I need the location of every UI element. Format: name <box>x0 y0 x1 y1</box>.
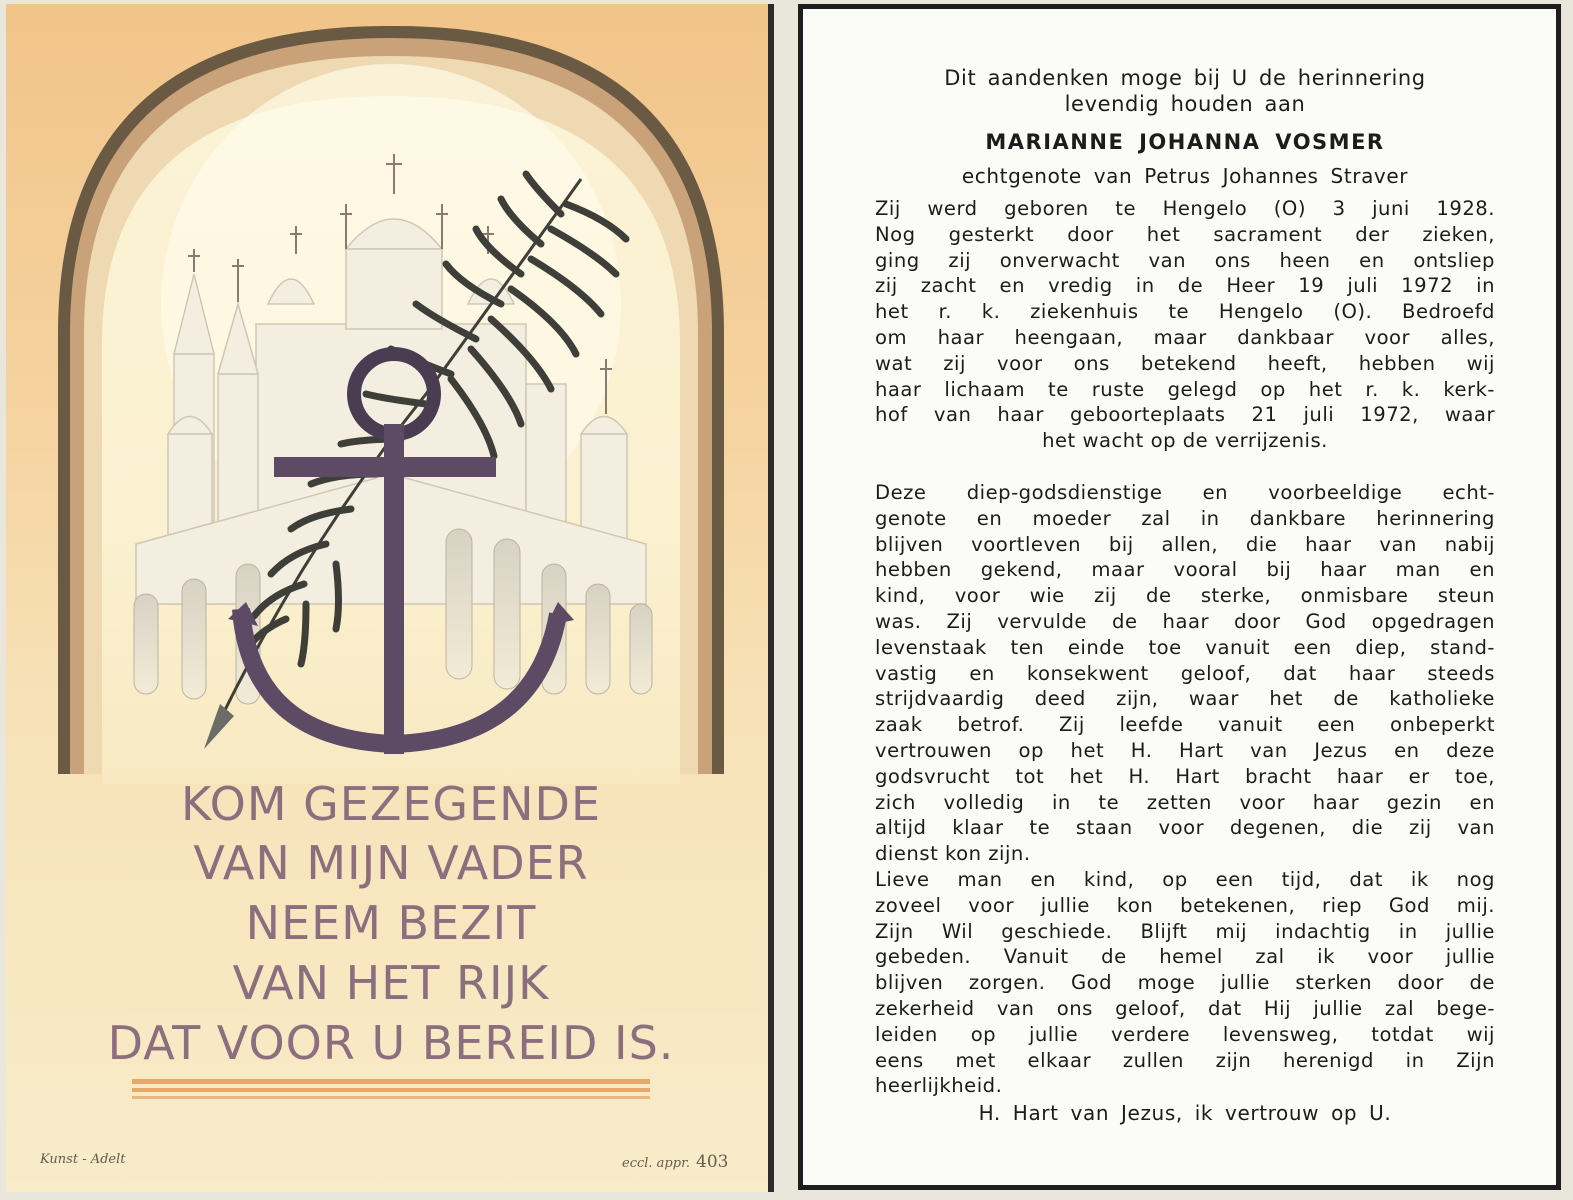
paragraph1-line: om haar heengaan, maar dankbaar voor alles, <box>875 325 1495 349</box>
paragraph2-line: zich volledig in te zetten voor haar gezin en <box>875 790 1495 814</box>
paragraph2-line: dienst kon zijn. <box>875 842 1031 866</box>
paragraph2-line: genote en moeder zal in dankbare herinnering <box>875 506 1495 530</box>
paragraph2-line: zekerheid van ons geloof, dat Hij jullie zal bege- <box>875 996 1495 1020</box>
paragraph2-line: Lieve man en kind, op een tijd, dat ik nog <box>875 867 1495 891</box>
paragraph2-line: vastig en konsekwent geloof, dat haar steeds <box>875 661 1495 685</box>
deceased-name: MARIANNE JOHANNA VOSMER <box>985 130 1385 154</box>
paragraph2-line: eens met elkaar zullen zijn herenigd in Zijn <box>875 1048 1495 1072</box>
paragraph2-line: Zijn Wil geschiede. Blijft mij indachtig in jullie <box>875 919 1495 943</box>
paragraph1-line: ging zij onverwacht van ons heen en ontsliep <box>875 248 1495 272</box>
closing-prayer: H. Hart van Jezus, ik vertrouw op U. <box>978 1101 1392 1126</box>
paragraph1-line: Zij werd geboren te Hengelo (O) 3 juni 1928. <box>875 197 1495 220</box>
decor-stripe <box>132 1096 650 1099</box>
motto-line-2: VAN MIJN VADER <box>193 836 589 890</box>
motto-line-1: KOM GEZEGENDE <box>180 777 602 831</box>
intro <box>875 65 1495 117</box>
paragraph2-line: kind, voor wie zij de sterke, onmisbare steun <box>875 584 1495 608</box>
memorial-text <box>875 65 1495 1125</box>
paragraph1-line: het r. k. ziekenhuis te Hengelo (O). Bedroefd <box>875 300 1495 324</box>
front-card <box>6 4 774 1192</box>
publisher-credit: Kunst - Adelt <box>40 1152 126 1167</box>
paragraph2-line: hebben gekend, maar vooral bij haar man en <box>875 558 1495 582</box>
paragraph1-line: het wacht op de verrijzenis. <box>1042 429 1328 453</box>
paragraph1-line: hof van haar geboorteplaats 21 juli 1972, waar <box>875 403 1495 427</box>
paragraph2-line: heerlijkheid. <box>875 1074 1003 1098</box>
paragraph1-line: zij zacht en vredig in de Heer 19 juli 1972 in <box>875 274 1495 298</box>
motto-line-5: DAT VOOR U BEREID IS. <box>107 1016 675 1070</box>
paragraph2-line: strijdvaardig deed zijn, waar het de katholieke <box>875 687 1495 711</box>
paragraph-life <box>875 196 1495 454</box>
paragraph1-line: Nog gesterkt door het sacrament der zieken, <box>875 222 1495 246</box>
paragraph1-line: haar lichaam te ruste gelegd op het r. k. kerk- <box>875 377 1495 401</box>
approval-label: eccl. appr. <box>622 1156 690 1171</box>
paragraph2-line: gebeden. Vanuit de hemel zal ik voor jullie <box>875 945 1495 969</box>
paragraph2-line: altijd klaar te staan voor degenen, die zij van <box>875 816 1495 840</box>
back-card <box>798 4 1561 1190</box>
intro-line: levendig houden aan <box>1064 92 1306 116</box>
intro-line: Dit aandenken moge bij U de herinnering <box>944 66 1426 90</box>
paragraph2-line: blijven zorgen. God moge jullie sterken door de <box>875 971 1495 995</box>
motto-line-3: NEEM BEZIT <box>245 896 537 950</box>
paragraph1-line: wat zij voor ons betekend heeft, hebben wij <box>875 351 1495 375</box>
decor-stripe <box>132 1088 650 1092</box>
approval-note <box>622 1152 728 1172</box>
paragraph2-line: levenstaak ten einde toe vanuit een diep, stand- <box>875 635 1495 659</box>
paragraph2-line: Deze diep-godsdienstige en voorbeeldige echt- <box>875 480 1495 504</box>
paragraph2-line: zaak betrof. Zij leefde vanuit een onbeperkt <box>875 713 1495 737</box>
paragraph-tribute <box>875 480 1495 1099</box>
paragraph2-line: was. Zij vervulde de haar door God opgedragen <box>875 609 1495 633</box>
paragraph2-line: vertrouwen op het H. Hart van Jezus en deze <box>875 738 1495 762</box>
approval-number: 403 <box>696 1152 729 1172</box>
motto-line-4: VAN HET RIJK <box>232 956 550 1010</box>
decor-stripe <box>132 1079 650 1084</box>
paragraph2-line: blijven voortleven bij allen, die haar van nabij <box>875 532 1495 556</box>
paragraph2-line: godsvrucht tot het H. Hart bracht haar er toe, <box>875 764 1495 788</box>
spouse-line: echtgenote van Petrus Johannes Straver <box>961 164 1409 188</box>
paragraph2-line: zoveel voor jullie kon betekenen, riep God mij. <box>875 893 1495 917</box>
paragraph2-line: leiden op jullie verdere levensweg, totdat wij <box>875 1022 1495 1046</box>
